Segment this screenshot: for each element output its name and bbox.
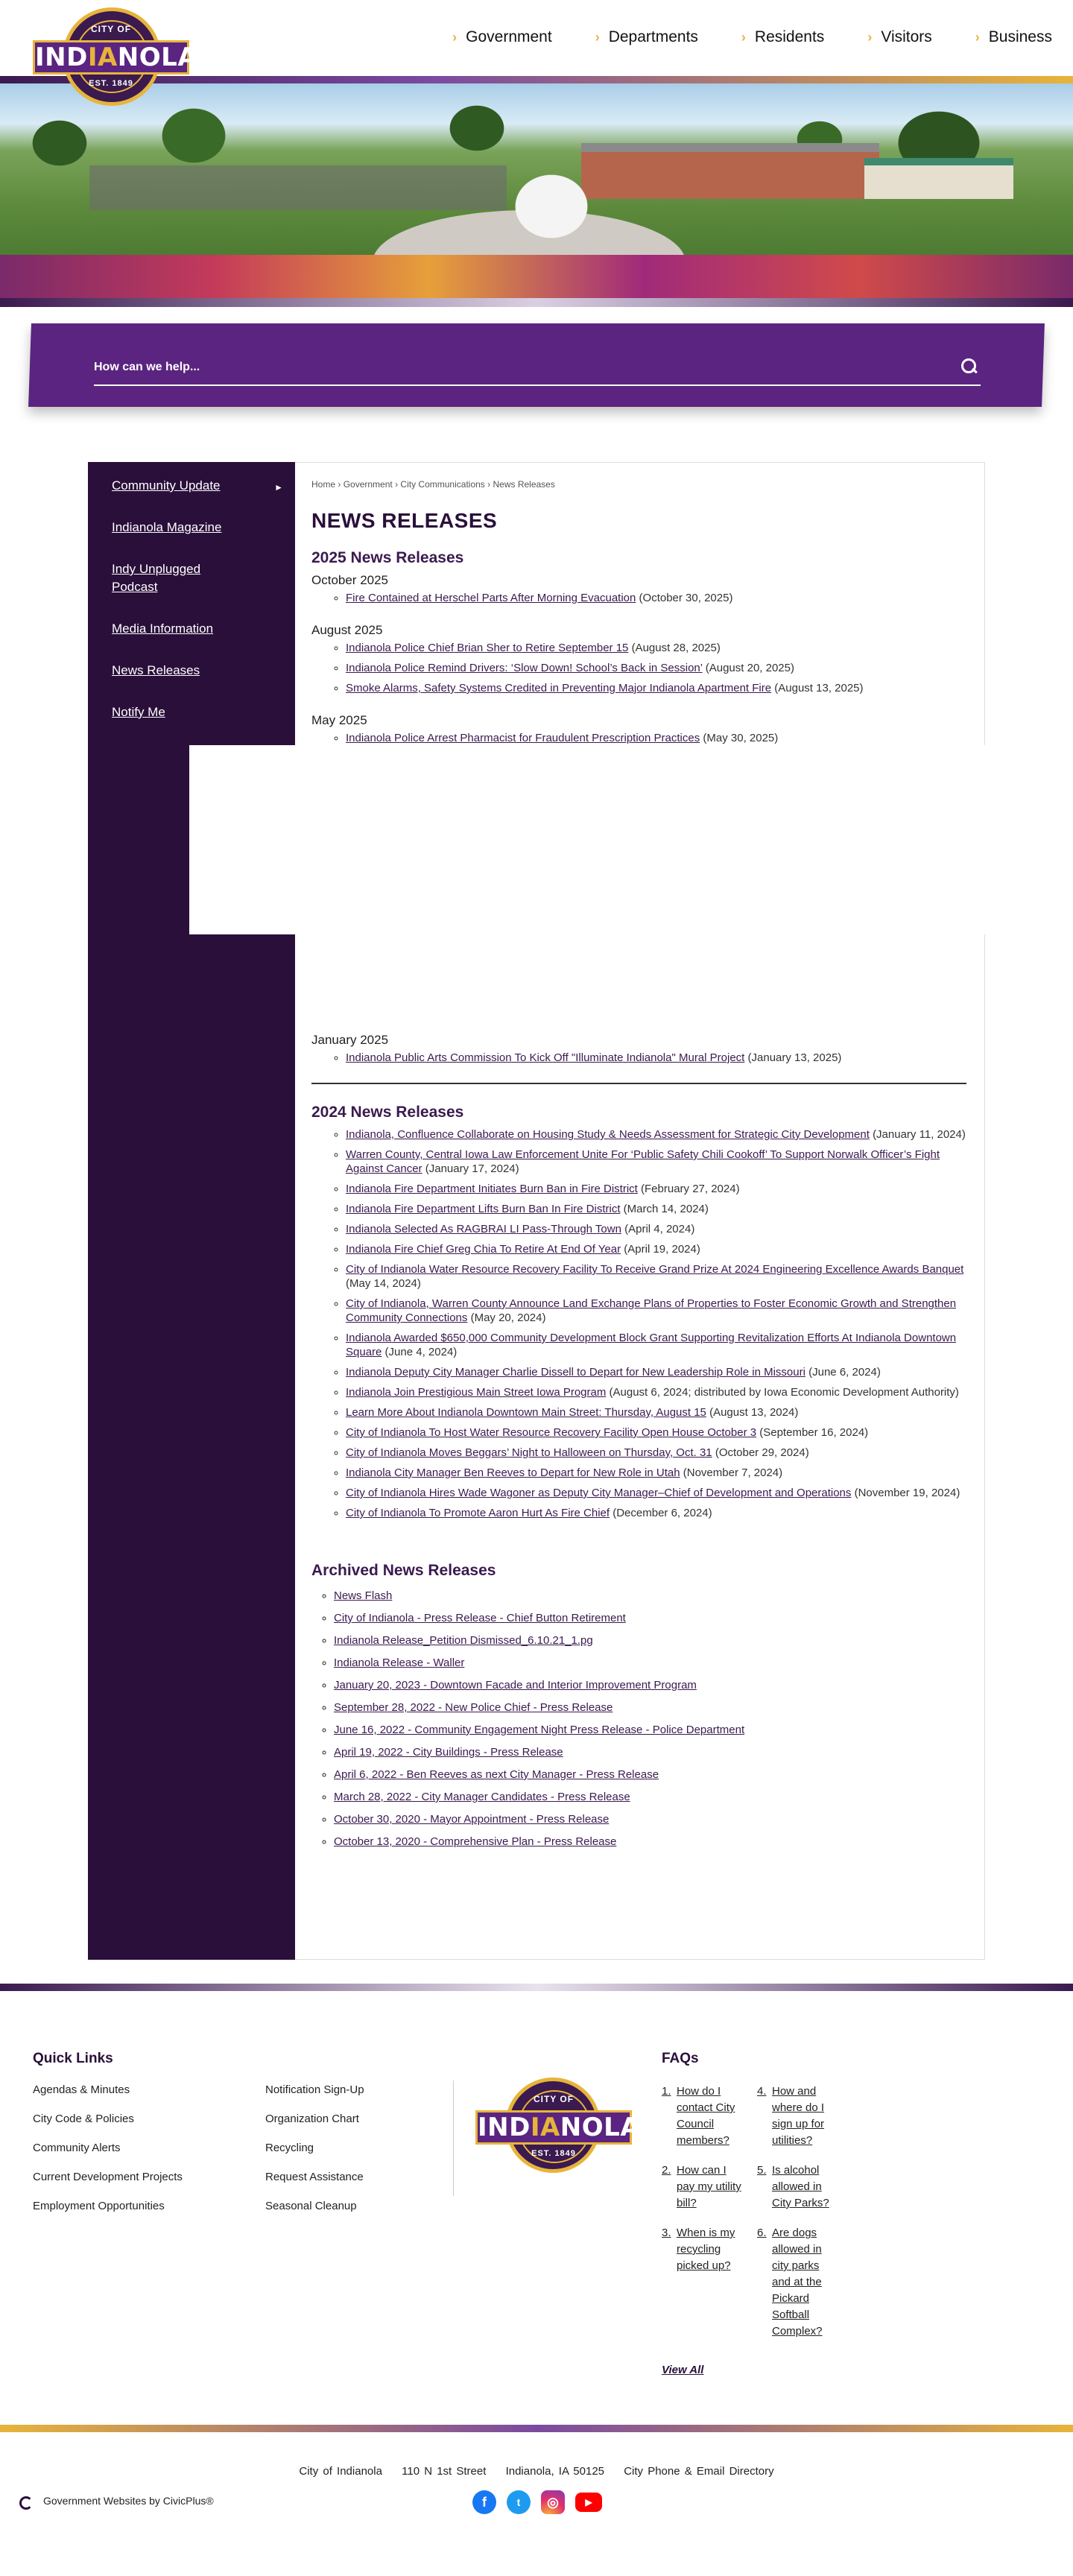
footer-stripe	[0, 2425, 1073, 2432]
archived-link[interactable]: News Flash	[334, 1589, 393, 1602]
faq-item[interactable]: 4. How and where do I sign up for utilities?	[757, 2085, 825, 2147]
breadcrumb-city-communications[interactable]: City Communications	[400, 479, 485, 490]
list-item: ◦ Indianola Awarded $650,000 Community Development Block Grant Supporting Revitalization Efforts At Indianola Downtown Square (June 4, 2024)	[346, 1331, 966, 1359]
bottom-bar	[0, 2432, 1073, 2525]
archived-link[interactable]: September 28, 2022 - New Police Chief - Press Release	[334, 1701, 613, 1714]
directory-link[interactable]: City Phone & Email Directory	[624, 2465, 774, 2478]
list-item	[334, 1678, 966, 1692]
release-link[interactable]: City of Indianola To Host Water Resource Recovery Facility Open House October 3	[346, 1426, 757, 1439]
footer-top-stripe	[0, 1984, 1073, 1991]
release-link[interactable]: Smoke Alarms, Safety Systems Credited in Preventing Major Indianola Apartment Fire	[346, 682, 772, 694]
breadcrumb-government[interactable]: Government	[343, 479, 393, 490]
list-item: ◦ City of Indianola To Host Water Resource Recovery Facility Open House October 3 (September 16, 2024)	[346, 1425, 966, 1440]
nav-departments[interactable]: › Departments	[595, 28, 698, 45]
sidebar-item-news-releases[interactable]: News Releases	[112, 663, 200, 677]
release-link[interactable]: Indianola Join Prestigious Main Street Iowa Program	[346, 1386, 607, 1399]
release-link[interactable]: Learn More About Indianola Downtown Main Street: Thursday, August 15	[346, 1406, 706, 1419]
release-link[interactable]: Warren County, Central Iowa Law Enforcement Unite For ‘Public Safety Chili Cookoff’ To Support Norwalk Officer’s Fight Against Cancer	[346, 1148, 940, 1175]
archived-link[interactable]: June 16, 2022 - Community Engagement Night Press Release - Police Department	[334, 1724, 745, 1736]
list-item	[334, 1589, 966, 1603]
breadcrumb: Home › Government › City Communications › News Releases	[311, 479, 555, 490]
list-item: ◦ Indianola Fire Department Lifts Burn Ban In Fire District (March 14, 2024)	[346, 1202, 966, 1216]
hero-image	[0, 83, 1073, 307]
section-divider	[311, 1083, 966, 1084]
chevron-right-icon: ›	[867, 29, 873, 45]
release-list	[346, 641, 966, 695]
twitter-icon[interactable]: t	[507, 2490, 531, 2514]
sidebar-item-indy-unplugged[interactable]: Indy Unplugged Podcast	[112, 562, 201, 594]
address-zip: Indianola, IA 50125	[505, 2465, 605, 2478]
list-item: ◦ Indianola Join Prestigious Main Street Iowa Program (August 6, 2024; distributed by Iowa Economic Development Authority)	[346, 1385, 966, 1399]
list-item	[334, 1656, 966, 1670]
address-city: City of Indianola	[299, 2465, 382, 2478]
list-item	[334, 1700, 966, 1715]
release-link[interactable]: Indianola Public Arts Commission To Kick Off "Illuminate Indianola" Mural Project	[346, 1051, 745, 1064]
search-band	[0, 307, 1073, 426]
list-item: ◦ Indianola, Confluence Collaborate on Housing Study & Needs Assessment for Strategic City Development (January 11, 2024)	[346, 1127, 966, 1142]
list-item: ◦ City of Indianola Moves Beggars’ Night to Halloween on Thursday, Oct. 31 (October 29, 2024)	[346, 1446, 966, 1460]
release-link[interactable]: City of Indianola Hires Wade Wagoner as Deputy City Manager–Chief of Development and Operations	[346, 1487, 852, 1499]
release-link[interactable]: City of Indianola Moves Beggars’ Night to Halloween on Thursday, Oct. 31	[346, 1446, 712, 1459]
quick-links-column-1	[33, 2083, 183, 2212]
release-link[interactable]: Indianola Fire Department Lifts Burn Ban In Fire District	[346, 1203, 621, 1215]
faq-item[interactable]: 6. Are dogs allowed in city parks and at the Pickard Softball Complex?	[757, 2227, 823, 2338]
faq-column-1	[662, 2083, 745, 2340]
month-heading: January 2025	[311, 1033, 389, 1047]
list-item: ◦ Indianola Selected As RAGBRAI LI Pass-Through Town (April 4, 2024)	[346, 1222, 966, 1236]
release-link[interactable]: Indianola Deputy City Manager Charlie Dissell to Depart for New Leadership Role in Missouri	[346, 1366, 805, 1379]
address-street: 110 N 1st Street	[402, 2465, 487, 2478]
nav-visitors[interactable]: › Visitors	[867, 28, 932, 45]
release-link[interactable]: Indianola Police Remind Drivers: ‘Slow Down! School’s Back in Session’	[346, 662, 703, 674]
release-link[interactable]: Indianola Fire Department Initiates Burn Ban in Fire District	[346, 1183, 638, 1195]
logo-banner: INDIANOLA	[33, 40, 189, 75]
instagram-icon[interactable]: ◎	[541, 2490, 565, 2514]
chevron-right-icon: ›	[595, 29, 600, 45]
quick-link[interactable]: Request Assistance	[265, 2171, 364, 2183]
month-heading: May 2025	[311, 713, 367, 727]
list-item: ◦ Indianola Police Arrest Pharmacist for Fraudulent Prescription Practices (May 30, 2025)	[346, 731, 966, 745]
release-link[interactable]: City of Indianola Water Resource Recovery Facility To Receive Grand Prize At 2024 Engineering Excellence Awards Banquet	[346, 1263, 964, 1276]
release-link[interactable]: City of Indianola, Warren County Announce Land Exchange Plans of Properties to Foster Economic Growth and Strengthen Community Connections	[346, 1297, 957, 1324]
site-footer	[0, 1991, 1073, 2432]
quick-links-column-2	[265, 2083, 364, 2212]
list-item: ◦ Indianola Public Arts Commission To Kick Off "Illuminate Indianola" Mural Project (January 13, 2025)	[346, 1051, 966, 1065]
archived-list	[334, 1589, 966, 1849]
faq-column-2	[757, 2083, 841, 2340]
quick-link[interactable]: Community Alerts	[33, 2142, 121, 2154]
release-link[interactable]: Fire Contained at Herschel Parts After Morning Evacuation	[346, 592, 636, 604]
search-bar	[94, 350, 981, 386]
section-title-archived: Archived News Releases	[311, 1562, 496, 1579]
release-link[interactable]: Indianola Awarded $650,000 Community Development Block Grant Supporting Revitalization Efforts At Indianola Downtown Square	[346, 1332, 957, 1358]
archived-link[interactable]: City of Indianola - Press Release - Chief Button Retirement	[334, 1612, 626, 1624]
quick-link[interactable]: Current Development Projects	[33, 2171, 183, 2183]
list-item	[334, 1745, 966, 1759]
release-link[interactable]: Indianola Police Chief Brian Sher to Retire September 15	[346, 642, 629, 654]
archived-link[interactable]: Indianola Release_Petition Dismissed_6.10.21_1.pg	[334, 1634, 593, 1647]
site-logo[interactable]	[33, 7, 198, 103]
sidebar	[88, 462, 295, 1960]
release-list	[346, 731, 966, 745]
footer-logo[interactable]: CITY OF INDIANOLA EST. 1849	[475, 2077, 632, 2179]
quick-links-title: Quick Links	[33, 2051, 113, 2066]
list-item: ◦ Learn More About Indianola Downtown Main Street: Thursday, August 15 (August 13, 2024)	[346, 1405, 966, 1420]
sidebar-item-notify-me[interactable]: Notify Me	[112, 705, 165, 719]
chevron-right-icon: ›	[452, 29, 458, 45]
quick-link[interactable]: Agendas & Minutes	[33, 2083, 130, 2096]
search-icon[interactable]	[958, 356, 981, 379]
list-item	[334, 1633, 966, 1648]
faq-item[interactable]: 2. How can I pay my utility bill?	[662, 2164, 741, 2209]
content-area	[295, 462, 985, 1960]
archived-link[interactable]: April 19, 2022 - City Buildings - Press Release	[334, 1746, 563, 1759]
logo-top-text: CITY OF	[90, 24, 132, 34]
youtube-icon[interactable]: ▶	[575, 2493, 602, 2512]
list-item: ◦ Warren County, Central Iowa Law Enforcement Unite For ‘Public Safety Chili Cookoff’ To Support Norwalk Officer’s Fight Against Cancer (January 17, 2024)	[346, 1148, 966, 1176]
archived-link[interactable]: October 13, 2020 - Comprehensive Plan - Press Release	[334, 1835, 617, 1848]
sidebar-item-community-update[interactable]: Community Update ►	[88, 465, 295, 507]
search-input[interactable]	[94, 352, 958, 382]
main-area	[0, 426, 1073, 1984]
site-header	[0, 0, 1073, 88]
sidebar-item-media-information[interactable]: Media Information	[112, 621, 214, 636]
social-links	[472, 2490, 602, 2514]
civicplus-icon	[18, 2495, 36, 2507]
list-item: ◦ Indianola Police Remind Drivers: ‘Slow Down! School’s Back in Session’ (August 20, 2025)	[346, 661, 966, 675]
release-list	[346, 591, 966, 605]
quick-link[interactable]: Notification Sign-Up	[265, 2083, 364, 2096]
logo-bottom-text: EST. 1849	[89, 79, 133, 88]
quick-link[interactable]: City Code & Policies	[33, 2113, 134, 2125]
quick-link[interactable]: Recycling	[265, 2142, 314, 2154]
archived-link[interactable]: March 28, 2022 - City Manager Candidates - Press Release	[334, 1791, 630, 1803]
list-item: ◦ City of Indianola To Promote Aaron Hurt As Fire Chief (December 6, 2024)	[346, 1506, 966, 1520]
list-item: ◦ Indianola Police Chief Brian Sher to Retire September 15 (August 28, 2025)	[346, 641, 966, 655]
release-link[interactable]: Indianola Fire Chief Greg Chia To Retire At End Of Year	[346, 1243, 621, 1256]
blank-overlay-panel	[189, 745, 1073, 934]
list-item: ◦ City of Indianola Water Resource Recovery Facility To Receive Grand Prize At 2024 Engineering Excellence Awards Banquet (May 14, 2024)	[346, 1262, 966, 1291]
list-item	[334, 1835, 966, 1849]
sidebar-item-indianola-magazine[interactable]: Indianola Magazine	[112, 520, 222, 534]
quick-link[interactable]: Seasonal Cleanup	[265, 2200, 357, 2212]
list-item: ◦ Indianola Fire Chief Greg Chia To Retire At End Of Year (April 19, 2024)	[346, 1242, 966, 1256]
list-item	[334, 1723, 966, 1737]
main-nav	[452, 28, 1052, 46]
archived-link[interactable]: April 6, 2022 - Ben Reeves as next City Manager - Press Release	[334, 1768, 659, 1781]
list-item: ◦ Fire Contained at Herschel Parts After Morning Evacuation (October 30, 2025)	[346, 591, 966, 605]
chevron-right-icon: ›	[741, 29, 746, 45]
month-heading: August 2025	[311, 623, 383, 637]
archived-link[interactable]: January 20, 2023 - Downtown Facade and Interior Improvement Program	[334, 1679, 697, 1692]
facebook-icon[interactable]: f	[472, 2490, 496, 2514]
release-link[interactable]: Indianola Selected As RAGBRAI LI Pass-Through Town	[346, 1223, 621, 1235]
nav-government[interactable]: › Government	[452, 28, 552, 45]
list-item	[334, 1768, 966, 1782]
address-line	[0, 2465, 1073, 2478]
list-item: ◦ Smoke Alarms, Safety Systems Credited in Preventing Major Indianola Apartment Fire (August 13, 2025)	[346, 681, 966, 695]
list-item: ◦ Indianola Fire Department Initiates Burn Ban in Fire District (February 27, 2024)	[346, 1182, 966, 1196]
quick-link[interactable]: Organization Chart	[265, 2113, 359, 2125]
civicplus-credit[interactable]: Government Websites by CivicPlus®	[18, 2495, 214, 2507]
section-title-2025: 2025 News Releases	[311, 549, 464, 566]
list-item: ◦ City of Indianola Hires Wade Wagoner as Deputy City Manager–Chief of Development and Operations (November 19, 2024)	[346, 1486, 966, 1500]
page-title: NEWS RELEASES	[311, 509, 498, 532]
list-item: ◦ City of Indianola, Warren County Announce Land Exchange Plans of Properties to Foster Economic Growth and Strengthen Community Connections (May 20, 2024)	[346, 1297, 966, 1325]
faq-item[interactable]: 3. When is my recycling picked up?	[662, 2227, 735, 2272]
archived-link[interactable]: October 30, 2020 - Mayor Appointment - Press Release	[334, 1813, 610, 1826]
nav-business[interactable]: › Business	[975, 28, 1052, 45]
faqs-title: FAQs	[662, 2051, 699, 2066]
list-item: ◦ Indianola City Manager Ben Reeves to Depart for New Role in Utah (November 7, 2024)	[346, 1466, 966, 1480]
triangle-right-icon: ►	[274, 482, 283, 493]
breadcrumb-current: News Releases	[493, 479, 555, 490]
nav-residents[interactable]: › Residents	[741, 28, 825, 45]
list-item	[334, 1812, 966, 1826]
release-link[interactable]: City of Indianola To Promote Aaron Hurt As Fire Chief	[346, 1507, 610, 1519]
quick-link[interactable]: Employment Opportunities	[33, 2200, 165, 2212]
release-link[interactable]: Indianola, Confluence Collaborate on Housing Study & Needs Assessment for Strategic City Development	[346, 1128, 870, 1141]
faq-view-all-link[interactable]: View All	[662, 2364, 704, 2376]
release-list	[346, 1051, 966, 1065]
list-item: ◦ Indianola Deputy City Manager Charlie Dissell to Depart for New Leadership Role in Missouri (June 6, 2024)	[346, 1365, 966, 1379]
release-list-2024	[346, 1127, 966, 1520]
section-title-2024: 2024 News Releases	[311, 1104, 464, 1121]
chevron-right-icon: ›	[975, 29, 980, 45]
archived-link[interactable]: Indianola Release - Waller	[334, 1656, 465, 1669]
faq-item[interactable]: 1. How do I contact City Council members?	[662, 2085, 735, 2147]
faq-item[interactable]: 5. Is alcohol allowed in City Parks?	[757, 2164, 829, 2209]
month-heading: October 2025	[311, 573, 389, 587]
release-link[interactable]: Indianola Police Arrest Pharmacist for Fraudulent Prescription Practices	[346, 732, 700, 744]
faq-list	[662, 2083, 841, 2340]
footer-divider	[453, 2080, 454, 2196]
list-item	[334, 1611, 966, 1625]
breadcrumb-home[interactable]: Home	[311, 479, 336, 490]
release-link[interactable]: Indianola City Manager Ben Reeves to Depart for New Role in Utah	[346, 1466, 680, 1479]
list-item	[334, 1790, 966, 1804]
